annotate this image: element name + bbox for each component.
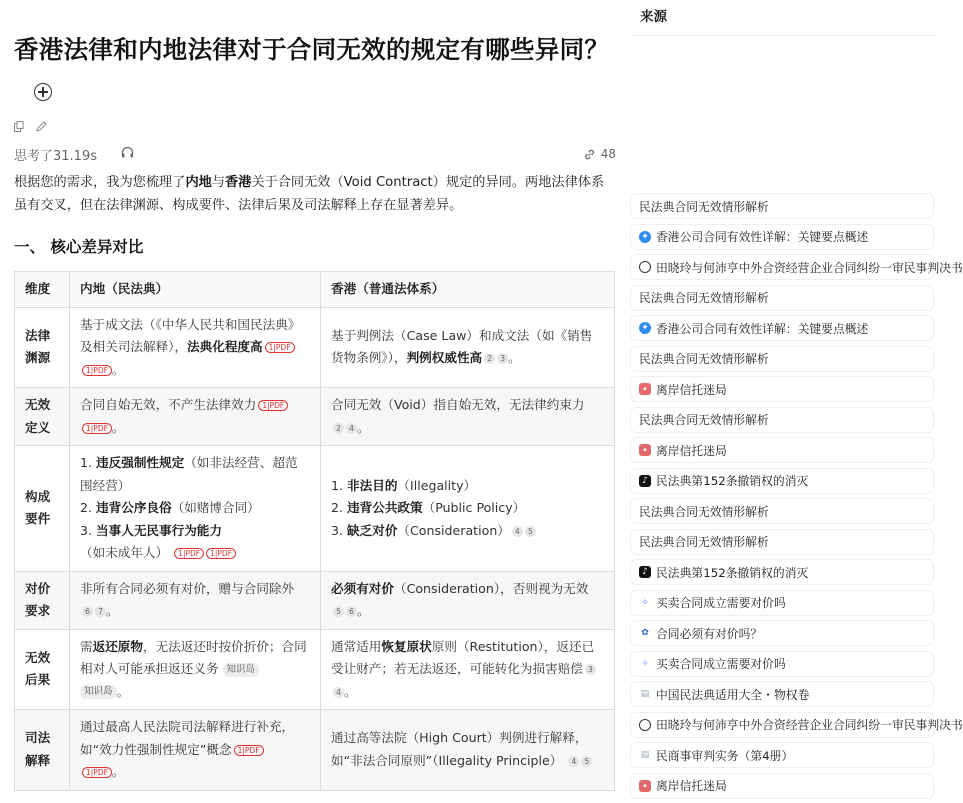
cell-mainland: 合同自始无效，不产生法律效力 1|PDF 1|PDF 。 [70, 388, 321, 446]
pdf-citation[interactable]: 1|PDF [265, 342, 295, 353]
table-header-row [15, 272, 615, 308]
source-item[interactable] [630, 681, 934, 707]
citation-number[interactable]: 3 [497, 353, 508, 364]
link-icon [584, 149, 595, 160]
sources-title: 来源 [640, 9, 667, 25]
source-item[interactable] [630, 254, 963, 280]
source-item[interactable] [630, 193, 934, 219]
cell-hongkong: 通过高等法院（High Court）判例进行解释，如“非法合同原则”（Illegality Principle） 4 5 [321, 710, 615, 791]
pdf-citation[interactable]: 1|PDF [206, 548, 236, 559]
table-row [15, 307, 615, 388]
source-item[interactable] [630, 437, 934, 463]
source-label: 民法典合同无效情形解析 [639, 413, 769, 427]
copy-icon[interactable] [14, 121, 24, 135]
source-label: 民商事审判实务（第4册） [656, 748, 794, 763]
source-label: 民法典合同无效情形解析 [639, 199, 769, 214]
source-label: 民法典合同无效情形解析 [639, 535, 769, 549]
citation-number[interactable]: 3 [585, 664, 596, 675]
source-item[interactable] [630, 529, 934, 555]
link-count: 48 [600, 147, 616, 161]
source-label: 合同必须有对价吗？ [656, 626, 763, 641]
pdf-citation[interactable]: 1|PDF [258, 400, 288, 411]
header-dimension: 维度 [15, 272, 70, 308]
red-badge-icon: ▪ [639, 444, 651, 456]
row-dimension: 法律渊源 [15, 307, 70, 388]
source-item[interactable] [630, 468, 934, 494]
sources-link[interactable] [584, 147, 616, 161]
source-item[interactable] [630, 285, 934, 311]
spark-icon: ✧ [641, 658, 649, 669]
edit-icon[interactable] [36, 121, 47, 135]
source-label: 民法典合同无效情形解析 [639, 291, 769, 305]
pdf-citation[interactable]: 1|PDF [234, 745, 264, 756]
source-label: 买卖合同成立需要对价吗 [656, 657, 786, 671]
row-dimension: 司法解释 [15, 710, 70, 791]
book-icon: ▤ [640, 750, 650, 760]
citation-number[interactable]: 6 [82, 606, 93, 617]
comparison-table [14, 271, 615, 791]
cell-mainland: 非所有合同必须有对价，赠与合同除外 6 7 。 [70, 571, 321, 629]
citation-number[interactable]: 2 [484, 353, 495, 364]
source-label: 离岸信托迷局 [656, 443, 727, 458]
intro-paragraph: 根据您的需求，我为您梳理了内地与香港关于合同无效（Void Contract）规定的异同。两地法律体系虽有交叉，但在法律渊源、构成要件、法律后果及司法解释上存在显著差异。 [14, 175, 605, 213]
source-item[interactable] [630, 498, 934, 524]
section-heading: 一、 核心差异对比 [14, 238, 144, 256]
book-icon: ▤ [640, 689, 650, 699]
headphone-icon[interactable] [121, 146, 134, 162]
knowledge-chip[interactable]: 知识岛 [80, 685, 117, 699]
citation-number[interactable]: 4 [333, 687, 344, 698]
header-hongkong: 香港（普通法体系） [321, 272, 615, 308]
source-item[interactable] [630, 773, 934, 799]
source-item[interactable] [630, 742, 934, 768]
source-item[interactable] [630, 559, 934, 585]
cell-mainland: 通过最高人民法院司法解释进行补充，如“效力性强制性规定”概念 1|PDF 1|PDF 。 [70, 710, 321, 791]
citation-number[interactable]: 5 [581, 756, 592, 767]
source-label: 民法典合同无效情形解析 [639, 352, 769, 366]
cell-hongkong: 1. 非法目的（Illegality） 2. 违背公共政策（Public Policy） 3. 缺乏对价（Consideration） 4 5 [321, 446, 615, 572]
source-label: 买卖合同成立需要对价吗 [656, 596, 786, 610]
table-row [15, 388, 615, 446]
question-title-text: 香港法律和内地法律对于合同无效的规定有哪些异同？ [14, 35, 610, 64]
source-label: 田晓玲与何沛亨中外合资经营企业合同纠纷一审民事判决书 [656, 718, 963, 732]
header-mainland: 内地（民法典） [70, 272, 321, 308]
citation-number[interactable]: 4 [512, 526, 523, 537]
table-row [15, 710, 615, 791]
citation-number[interactable]: 6 [346, 606, 357, 617]
tiktok-icon: ♪ [639, 566, 651, 578]
thinking-time[interactable]: 思考了31.19s [14, 148, 97, 164]
cell-mainland: 需返还原物，无法返还时按价折价；合同相对人可能承担返还义务 知识岛 知识岛 。 [70, 629, 321, 710]
knowledge-chip[interactable]: 知识岛 [223, 663, 260, 677]
table-row [15, 571, 615, 629]
source-label: 离岸信托迷局 [656, 382, 727, 397]
pdf-citation[interactable]: 1|PDF [174, 548, 204, 559]
source-item[interactable] [630, 346, 934, 372]
cell-hongkong: 基于判例法（Case Law）和成文法（如《销售货物条例》），判例权威性高 2 3 。 [321, 307, 615, 388]
pdf-citation[interactable]: 1|PDF [82, 365, 112, 376]
question-actions [14, 118, 616, 138]
source-item[interactable] [630, 224, 934, 250]
source-label: 离岸信托迷局 [656, 779, 727, 793]
row-dimension: 无效后果 [15, 629, 70, 710]
source-label: 田晓玲与何沛亨中外合资经营企业合同纠纷一审民事判决书 [656, 260, 963, 275]
source-item[interactable] [630, 651, 934, 677]
source-item[interactable] [630, 407, 934, 433]
citation-number[interactable]: 4 [568, 756, 579, 767]
table-row [15, 629, 615, 710]
table-row [15, 446, 615, 572]
globe-icon [639, 719, 651, 731]
spark-blue-icon: ✦ [639, 322, 651, 334]
source-item[interactable] [630, 590, 934, 616]
source-item[interactable] [630, 620, 934, 646]
source-label: 民法典合同无效情形解析 [639, 504, 769, 519]
source-label: 香港公司合同有效性详解：关键要点概述 [656, 230, 869, 244]
meta-row [14, 144, 616, 164]
spark-icon: ✧ [641, 597, 649, 608]
cell-hongkong: 通常适用恢复原状原则（Restitution），返还已受让财产；若无法返还，可能转化为损害赔偿 3 4 。 [321, 629, 615, 710]
pdf-citation[interactable]: 1|PDF [82, 767, 112, 778]
source-label: 民法典第152条撤销权的消灭 [656, 474, 809, 488]
add-circle-icon[interactable] [34, 83, 52, 101]
source-item[interactable] [630, 712, 963, 738]
paw-icon: ✿ [641, 628, 649, 638]
cell-hongkong: 合同无效（Void）指自始无效，无法律约束力 2 4 。 [321, 388, 615, 446]
citation-number[interactable]: 2 [333, 423, 344, 434]
cell-mainland: 1. 违反强制性规定（如非法经营、超范围经营） 2. 违背公序良俗（如赌博合同） 3. 当事人无民事行为能力 （如未成年人） 1|PDF 1|PDF [70, 446, 321, 572]
sources-divider [630, 35, 936, 36]
cell-mainland: 基于成文法（《中华人民共和国民法典》及相关司法解释），法典化程度高 1|PDF 1|PDF 。 [70, 307, 321, 388]
sources-sidebar [630, 0, 963, 793]
source-label: 香港公司合同有效性详解：关键要点概述 [656, 321, 869, 336]
source-item[interactable] [630, 376, 934, 402]
pdf-citation[interactable]: 1|PDF [82, 423, 112, 434]
tiktok-icon: ♪ [639, 475, 651, 487]
cell-hongkong: 必须有对价（Consideration），否则视为无效 5 6 。 [321, 571, 615, 629]
red-badge-icon: ▪ [639, 780, 651, 792]
row-dimension: 无效定义 [15, 388, 70, 446]
question-title [14, 28, 616, 116]
citation-number[interactable]: 7 [95, 606, 106, 617]
red-badge-icon: ▪ [639, 383, 651, 395]
citation-number[interactable]: 5 [333, 606, 344, 617]
answer-panel [14, 0, 616, 791]
sources-list [630, 193, 963, 803]
source-item[interactable] [630, 315, 934, 341]
citation-number[interactable]: 4 [346, 423, 357, 434]
row-dimension: 对价要求 [15, 571, 70, 629]
spark-blue-icon: ✦ [639, 231, 651, 243]
row-dimension: 构成要件 [15, 446, 70, 572]
citation-number[interactable]: 5 [525, 526, 536, 537]
source-label: 民法典第152条撤销权的消灭 [656, 565, 809, 580]
globe-icon [639, 261, 651, 273]
source-label: 中国民法典适用大全・物权卷 [656, 687, 810, 702]
